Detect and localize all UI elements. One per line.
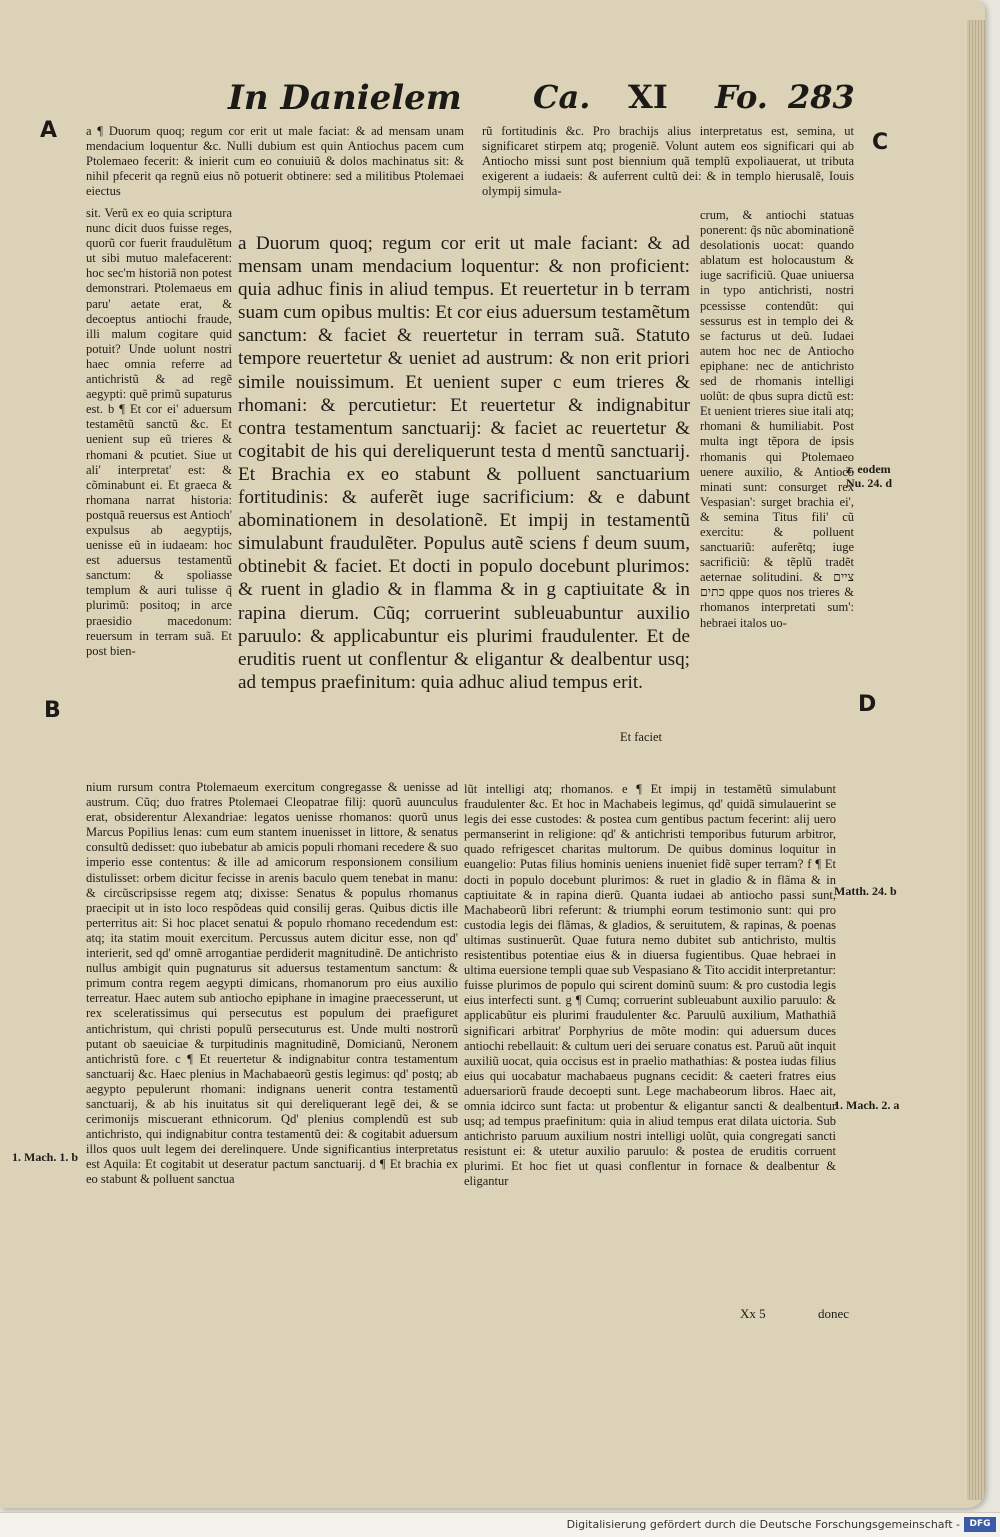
main-catchword: Et faciet	[620, 730, 662, 744]
book-title: In Danielem	[228, 78, 462, 118]
main-scripture-text: a Duorum quoq; regum cor erit ut male faciant: & ad mensam unam mendacium loquentur: & non proficient: quia adhuc finis in aliud tempus. Et reuertetur in b terram suam cum opibus multis: Et cor eius aduersum testamẽtum sanctum: & faciet & reuertetur in terram suã. Statuto tempore reuertetur & ueniet ad austrum: & non erit priori simile nouissimum. Et uenient super c eum trieres & rhomani: & percutietur: Et reuertetur & indignabitur contra testamentum sanctuarij: & faciet ac reuertetur & cogitabit de his qui dereliquerunt testa d mentũ sanctuarij. Et Brachia ex eo stabunt & polluent sanctuarium fortitudinis: & auferẽt iuge sacrificium: & e dabunt abominationem in desolationẽ. Et impij in testamentũ simulabunt fraudulẽter. Populus autẽ sciens f deum suum, obtinebit & faciet. Et docti in populo docebunt plurimos: & ruent in gladio & in flamma & in g captiuitate & in rapina dierum. Cũq; corruerint subleuabuntur auxilio paruulo: & applicabuntur eis plurimi fraudulenter. Et de eruditis ruent ut conflentur & eligantur & dealbentur usq; ad tempus praefinitum: quia adhuc aliud tempus erit.	[238, 233, 690, 693]
chapter-label: Ca.	[533, 78, 591, 116]
commentary-top-left: a ¶ Duorum quoq; regum cor erit ut male faciat: & ad mensam unam mendacium loquentur &c. Nulli dubium est quin Antiochus pacem cum Ptolemaeo fecerit: & inierit cum eo conuiuiũ & dolos machinatus sit: & nihil pfecerit qa regnũ eius nõ potuerit obtinere: sed a militibus Ptolemaei eiectus	[86, 124, 464, 199]
commentary-bottom-left: nium rursum contra Ptolemaeum exercitum congregasse & uenisse ad austrum. Cũq; duo fratres Ptolemaei Cleopatrae filij: quorũ auunculus erat, obsiderentur Alexandriae: legatos uenisse rhomanos: quorũ unus Marcus Popilius lenas: cum eum stantem inuenisset in littore, & senatus consultũ dedisset: quo iubebatur ab amicis populi rhomani recedere & suo imperio esse contentus: & ille ad amicorum responsionem consilium distulisset: orbem dicitur fecisse in arenis baculo quem tenebat in manu: & circũscripsisse regem atq; dixisse: Senatus & populus rhomanus praecipit ut in isto loco respõdeas quid consilij geras. Quibus dictis ille perterritus ait: Si hoc placet senatui & populo rhomano recedendum est: atq; ita statim mouit exercitum. Percussus autem dicitur esse, non qd' interierit, sed qd' omnẽ arrogantiae perdiderit magnitudinẽ. De antichristo nullus ambigit quin pugnaturus sit aduersus testamentum sanctum: & primum contra regem aegypti dimicans, rhomanorum pro eius auxilio terreatur. Haec autem sub antiocho epiphane in imagine praecesserunt, ut rex sceleratissimus qui persecutus est populum dei praefiguret antichristum, qui christi populũ persecuturus est. Unde multi nostrorũ putant ob saeuiciae & turpitudinis magnitudinẽ, Domicianũ, Neronem antichristũ fore. c ¶ Et reuertetur & indignabitur contra testamentum sanctuarij &c. Haec plenius in Machabaeorũ gestis legimus: qd' postq; ab aegypto pepulerunt rhomani: indignans uenerit contra testamentũ sanctuarij, & ab his inuitatus sit qui dereliquerant legẽ dei, & se cerimonijs miscuerant ethnicorum. Qd' plenius complendũ est sub antichristo, qui indignabitur contra testamentũ dei: & cogitabit aduersum illos quos uult legem dei derelinquere. Unde significantius interpretatus est Aquila: Et cogitabit ut deseratur pactum sanctuarij. d ¶ Et brachia ex eo stabunt & polluent sanctua	[86, 780, 458, 1187]
folio-label: Fo.	[715, 78, 768, 116]
commentary-right-column: crum, & antiochi statuas ponerent: q̃s nũc abominationẽ desolationis uocat: quando ablatum est holocaustum & iuge sacrificiũ. Quae uniuersa in typo antichristi, nostri pcessisse contendũt: qui sessurus est in templo dei & se facturus ut deũ. Iudaei autem hoc nec de Antiocho epiphane: nec de antichristo sed de rhomanis intelligi uolũt: de qbus supra dictũ est: Et uenient trieres siue itali atq; rhomani & humiliabit. Post multa ingt tẽpora de ipsis rhomanis qui Ptolemaeo uenere auxilio, & Antiocõ minati sunt: consurget rex Vespasian': surget brachia ei', & semina Titus fili' cũ exercitu: & polluent sanctuariũ: auferẽtq; iuge sacrificiũ: & tẽplũ tradẽt aeternae solitudini. ציים & כתים qppe quos nos trieres & rhomanos interpretati sum': hebraei italos uo-	[700, 208, 854, 630]
signature-mark: Xx 5	[740, 1306, 766, 1321]
running-header	[228, 78, 855, 122]
chapter-number: XI	[628, 78, 668, 116]
side-note-matthew: Matth. 24. b	[834, 884, 897, 898]
commentary-left-column: sit. Verũ ex eo quia scriptura nunc dicit duos fuisse reges, quorũ cor fuerit fraudulẽtum ut sibi mutuo malefacerent: hoc sec'm historiã non potest demonstrari. Ptolemaeus em paru' aetate erat, & decoeptus antiochi fraude, illi malum cogitare quid potuit? Unde uolunt nostri haec omnia referre ad antichristũ & ad regẽ aegypti: quẽ primũ supaturus est. b ¶ Et cor ei' aduersum testamẽtũ sanctũ &c. Et uenient sup eũ trieres & rhomani & pcutiet. Siue ut ali' interpretat' est: & cõminabunt ei. Et graeca & rhomana narrat historia: postquã reuersus est Antioch' expulsus ab aegyptijs, uenisse eũ in iudaeam: hoc est aduersus testamentũ sanctum: & spoliasse templum & auri tulisse q̃ plurimũ: positoq; in arce praesidio macedonum: reuersum in terram suã. Et post bien-	[86, 206, 232, 658]
footer-credit: Digitalisierung gefördert durch die Deutsche Forschungsgemeinschaft -	[566, 1518, 960, 1531]
commentary-top-right: rũ fortitudinis &c. Pro brachijs alius interpretatus est, semina, ut significaret stirpem atq; progeniẽ. Volunt autem eos significari qui ab Antiocho missi sunt post biennium quã templũ expoliauerat, ut tributa exigerent a iudaeis: & auferrent cultũ dei: & in templo hierusalẽ, Iouis olympij simula-	[482, 124, 854, 199]
folio-number: 283	[788, 78, 855, 116]
page-edge	[967, 20, 985, 1500]
margin-letter-d: D	[858, 692, 877, 717]
margin-letter-a: A	[40, 118, 58, 143]
margin-letter-c: C	[872, 130, 889, 155]
digitization-footer	[0, 1512, 1000, 1537]
dfg-logo-icon: DFG	[964, 1517, 996, 1532]
side-note-maccabees-1: 1. Mach. 1. b	[12, 1150, 78, 1164]
catchword: donec	[818, 1306, 850, 1321]
commentary-bottom-right: lũt intelligi atq; rhomanos. e ¶ Et impij in testamẽtũ simulabunt fraudulenter &c. Et hoc in Machabeis legimus, qd' quidã simulauerint se legis dei esse custodes: & postea cum gentibus pactum fecerint: alij uero permanserint in religione: qd' & antichristi temporibus futurum arbitror, quado refrigescet charitas multorum. De quibus dominus loquitur in euangelio: Putas filius hominis ueniens inueniet fidẽ super terram? f ¶ Et docti in populo docebunt plurimos: & ruet in gladio & in flãma & in captiuitate & in rapina dierũ. Quanta iudaei ab antiocho passi sunt, Machabeorũ libri referunt: & triumphi eorum testimonio sunt: qui pro custodia legis dei flãmas, & gladios, & seruitutem, & rapinas, & poenas ultimas sustinuerũt. Quae futura nemo dubitet sub antichristo, multis resistentibus potentiae eius & in diuersa fugientibus. Quae hebraei in ultima euersione templi quae sub Vespasiano & Tito accidit interpretantur: fuisse plurimos de populo qui scirent dominũ suum: & pro custodia legis eius interfecti sunt. g ¶ Cumq; corruerint subleuabunt auxilio paruulo: & applicabũtur eis plurimi fraudulenter &c. Paruulũ auxilium, Mathathiã significari arbitrat' Porphyrius de mõte modin: qui aduersum duces antiochi rebellauit: & cultum ueri dei seruare conatus est. Paruũ aũt inquit auxiliũ uocat, quia occisus est in praelio mathathias: & postea iudas filius eius qui uocabatur machabaeus pugnans cecidit: & caeteri fratres eius aduersariorũ fraude decoepti sunt. Lege machabeorum libros. Haec ait, omnia idcirco sunt facta: ut probentur & eligantur sancti & dealbentur usq; ad tempus praefinitum: quia in aliud tempus erat dilata uictoria. Sub antichristo paruum auxilium nostri intelligi uolũt, quia congregati sancti resistunt ei: & utetur auxilio paruulo: & postea de eruditis corruent plurimi. Et hoc fiet ut quasi conflentur in fornace & dealbentur & eligantur	[464, 782, 836, 1189]
margin-letter-b: B	[44, 698, 61, 723]
side-note-maccabees-2: 1. Mach. 2. a	[834, 1098, 900, 1112]
side-note-numbers: Nu. 24. d	[846, 476, 893, 490]
side-note-eodem: z. eodem	[846, 462, 891, 476]
